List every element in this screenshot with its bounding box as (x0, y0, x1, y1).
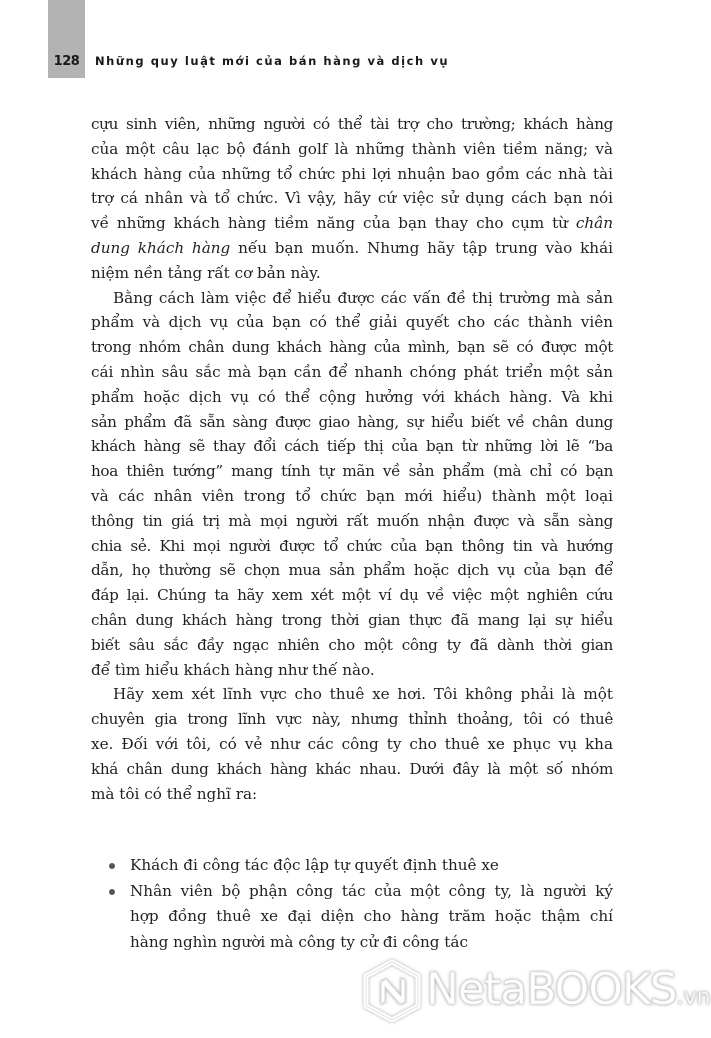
text-line: khá chân dung khách hàng khác nhau. Dưới đây là một số nhóm (91, 759, 613, 778)
text-line: hợp đồng thuê xe đại diện cho hàng trăm hoặc thậm chí (130, 907, 613, 926)
paragraph-3 (91, 682, 613, 806)
text-line: và các nhân viên trong tổ chức bạn mới hiểu) thành một loại (91, 486, 613, 505)
text-line: thông tin giá trị mà mọi người rất muốn nhận được và sẵn sàng (91, 511, 613, 530)
text-line: khách hàng sẽ thay đổi cách tiếp thị của bạn từ những lời lẽ “ba (91, 437, 613, 456)
text-line: khách hàng của những tổ chức phi lợi nhuận bao gồm các nhà tài (91, 164, 613, 183)
text-line: trợ cá nhân và tổ chức. Vì vậy, hãy cứ việc sử dụng cách bạn nói (91, 189, 613, 208)
text-line: dẫn, họ thường sẽ chọn mua sản phẩm hoặc dịch vụ của bạn để (91, 561, 613, 580)
text-line: Khách đi công tác độc lập tự quyết định thuê xe (130, 856, 499, 874)
text-line (91, 236, 613, 261)
watermark (362, 960, 711, 1024)
text-line: hoa thiên tướng” mang tính tự mãn về sản phẩm (mà chỉ có bạn (91, 462, 613, 481)
text-line: mà tôi có thể nghĩ ra: (91, 784, 258, 803)
watermark-suffix: .vn (676, 985, 711, 1010)
list-item (91, 879, 613, 956)
text-line: phẩm hoặc dịch vụ có thể cộng hưởng với khách hàng. Và khi (91, 387, 613, 406)
text-line (91, 211, 613, 236)
text-line: Bằng cách làm việc để hiểu được các vấn đề thị trường mà sản (113, 288, 613, 307)
text-line: cái nhìn sâu sắc mà bạn cần để nhanh chóng phát triển một sản (91, 362, 613, 381)
text-line: chia sẻ. Khi mọi người được tổ chức của bạn thông tin và hướng (91, 536, 613, 555)
text-line: Hãy xem xét lĩnh vực cho thuê xe hơi. Tôi không phải là một (113, 685, 613, 704)
paragraph-1 (91, 112, 613, 286)
text-line: biết sâu sắc đầy ngạc nhiên cho một công ty đã dành thời gian (91, 635, 613, 654)
text-line: để tìm hiểu khách hàng như thế nào. (91, 660, 375, 679)
bullet-icon (109, 863, 115, 869)
text-line: Nhân viên bộ phận công tác của một công ty, là người ký (130, 881, 613, 900)
text-line: của một câu lạc bộ đánh golf là những thành viên tiềm năng; và (91, 139, 613, 158)
emphasis-text: chân (575, 214, 613, 233)
paragraph-2 (91, 286, 613, 683)
text-run: nếu bạn muốn. Nhưng hãy tập trung vào khái (230, 238, 613, 257)
list-item (91, 853, 613, 879)
text-line: đáp lại. Chúng ta hãy xem xét một ví dụ về việc một nghiên cứu (91, 586, 613, 605)
text-run: về những khách hàng tiềm năng của bạn thay cho cụm từ (91, 214, 576, 233)
bullet-list (91, 853, 613, 956)
text-line: trong nhóm chân dung khách hàng của mình, bạn sẽ có được một (91, 338, 613, 357)
text-line: sản phẩm đã sẵn sàng được giao hàng, sự hiểu biết về chân dung (91, 412, 613, 431)
running-title: Những quy luật mới của bán hàng và dịch vụ (95, 54, 450, 68)
text-line: chuyên gia trong lĩnh vực này, nhưng thỉnh thoảng, tôi có thuê (91, 710, 613, 729)
text-line: hàng nghìn người mà công ty cử đi công tác (130, 933, 468, 952)
watermark-text (426, 964, 711, 1015)
watermark-brand: NetaBOOKS (426, 964, 677, 1015)
bullet-icon (109, 889, 115, 895)
text-line: niệm nền tảng rất cơ bản này. (91, 263, 321, 282)
text-line: xe. Đối với tôi, có vẻ như các công ty cho thuê xe phục vụ kha (91, 734, 613, 753)
netabooks-hexagon-n-icon (362, 960, 422, 1022)
text-line: phẩm và dịch vụ của bạn có thể giải quyết cho các thành viên (91, 313, 613, 332)
page-number: 128 (53, 54, 80, 69)
text-line: chân dung khách hàng trong thời gian thực đã mang lại sự hiểu (91, 610, 613, 629)
emphasis-text: dung khách hàng (91, 238, 231, 257)
text-line: cựu sinh viên, những người có thể tài trợ cho trường; khách hàng (91, 115, 613, 133)
body-text (91, 112, 613, 806)
